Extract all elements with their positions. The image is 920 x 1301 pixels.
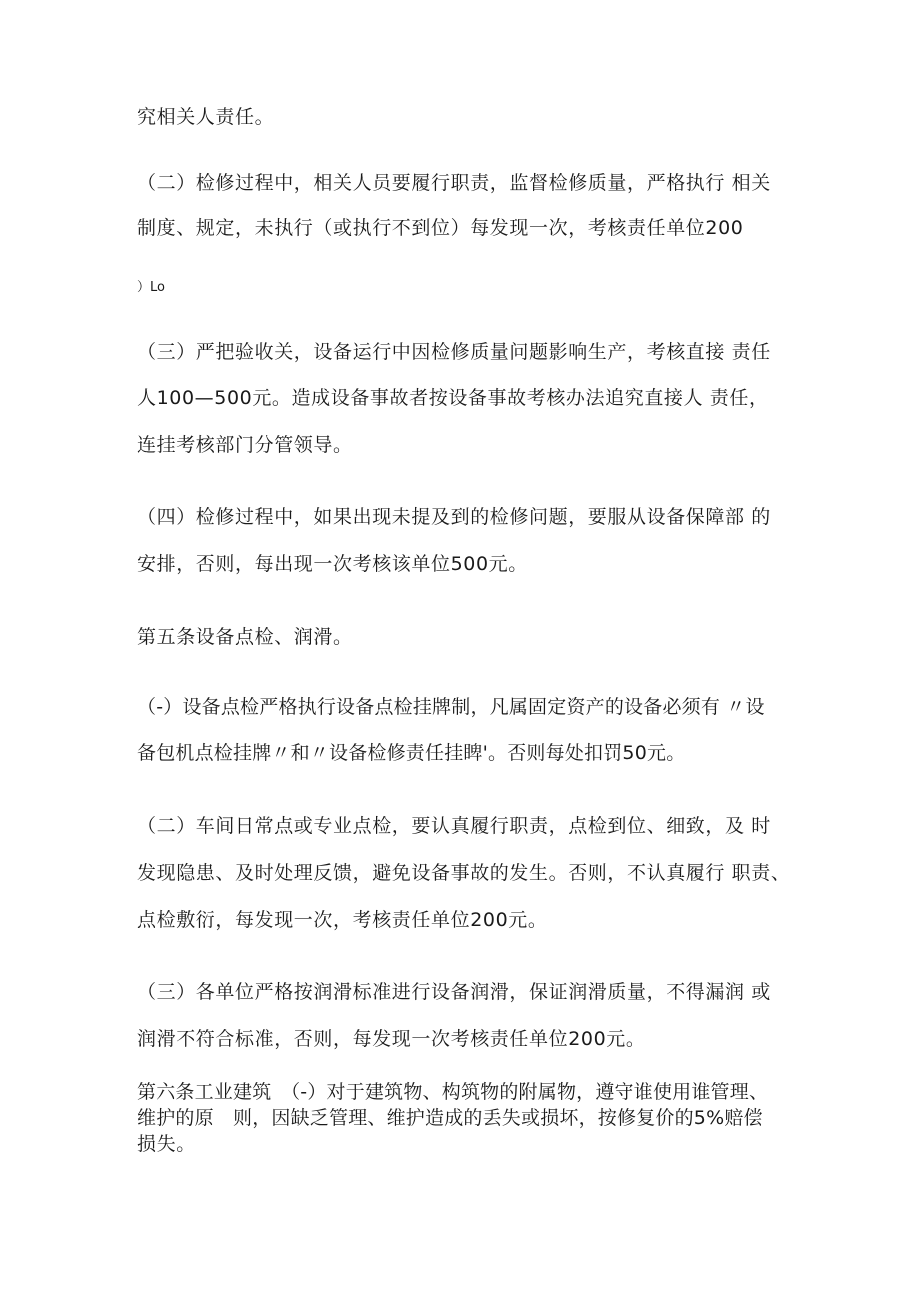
text-line: （二）检修过程中，相关人员要履行职责，监督检修质量，严格执行 相关 bbox=[137, 172, 771, 194]
text-line: （三）严把验收关，设备运行中因检修质量问题影响生产，考核直接 责任 bbox=[137, 341, 771, 363]
text-line: （-）设备点检严格执行设备点检挂牌制，凡属固定资产的设备必须有 〃设 bbox=[137, 696, 765, 718]
text-line: 发现隐患、及时处理反馈，避免设备事故的发生。否则，不认真履行 职责、 bbox=[137, 862, 791, 884]
text-line: 备包机点检挂牌〃和〃设备检修责任挂睥'。否则每处扣罚50元。 bbox=[137, 742, 686, 764]
text-line: （三）各单位严格按润滑标准进行设备润滑，保证润滑质量，不得漏润 或 bbox=[137, 981, 771, 1003]
text-line: 点检敷衍，每发现一次，考核责任单位200元。 bbox=[137, 909, 548, 931]
text-line: 维护的原 则，因缺乏管理、维护造成的丢失或损坏，按修复价的5%赔偿 bbox=[137, 1107, 763, 1129]
text-line: （四）检修过程中，如果出现未提及到的检修问题，要服从设备保障部 的 bbox=[137, 506, 771, 528]
text-line: 人100—500元。造成设备事故者按设备事故考核办法追究直接人 责任， bbox=[137, 387, 769, 409]
text-line: 连挂考核部门分管领导。 bbox=[137, 434, 353, 456]
section-heading: 第六条工业建筑 （-）对于建筑物、构筑物的附属物，遵守谁使用谁管理、 bbox=[137, 1081, 769, 1103]
section-heading: 第五条设备点检、润滑。 bbox=[137, 626, 353, 648]
text-line: 润滑不符合标准，否则，每发现一次考核责任单位200元。 bbox=[137, 1028, 646, 1050]
text-line: （二）车间日常点或专业点检，要认真履行职责，点检到位、细致，及 时 bbox=[137, 815, 771, 837]
text-line: 损失。 bbox=[137, 1133, 196, 1155]
text-line: 安排，否则，每出现一次考核该单位500元。 bbox=[137, 553, 528, 575]
text-line: ）Lo bbox=[137, 280, 165, 295]
text-line: 究相关人责任。 bbox=[137, 106, 275, 128]
text-line: 制度、规定，未执行（或执行不到位）每发现一次，考核责任单位200 bbox=[137, 217, 744, 239]
